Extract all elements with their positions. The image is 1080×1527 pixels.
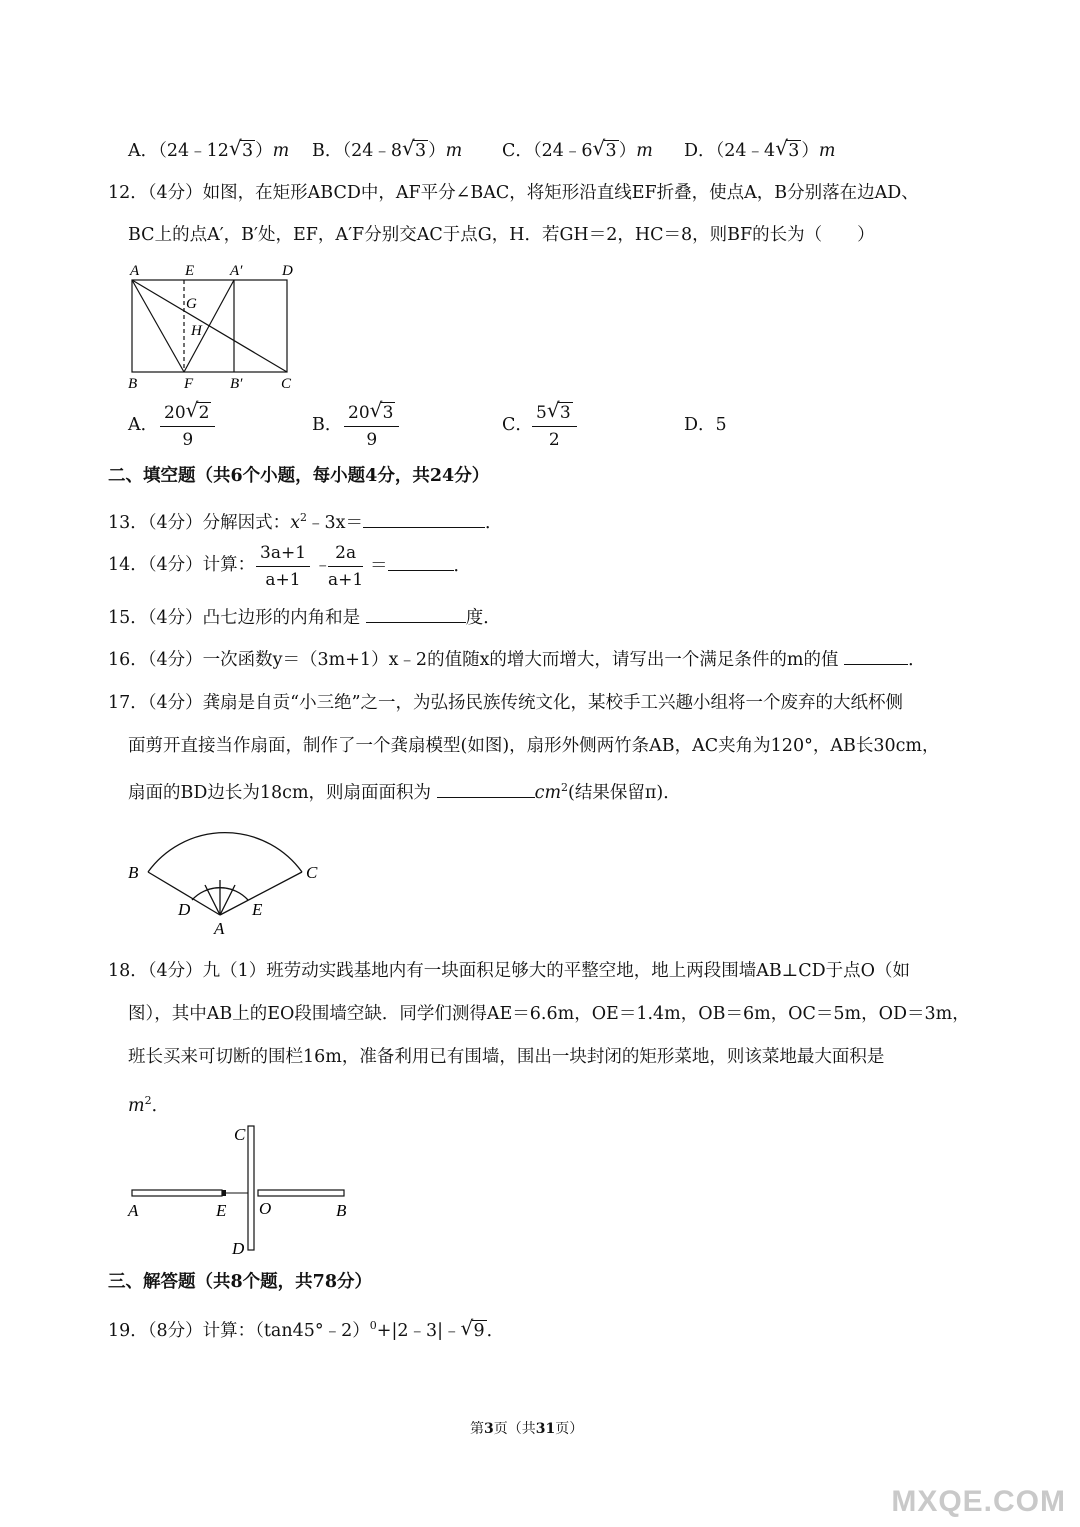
q11-option-c: C．（24﹣6 √ 3 ）m: [502, 136, 653, 161]
label-d: D: [282, 263, 293, 279]
q15: 15．（4分）凸七边形的内角和是 度．: [108, 608, 501, 628]
q14-fraction-1: $\frac{3a+1}{a+1}$: [256, 540, 310, 593]
point-e-marker: [222, 1190, 226, 1196]
q17-line-1: 17．（4分）龚扇是自贡“小三绝”之一，为弘扬民族传统文化，某校手工兴趣小组将一个废弃的大纸杯侧: [108, 693, 904, 713]
label-b-prime: B′: [230, 376, 243, 392]
q12-option-c-fraction: 5 √ 3 2: [532, 400, 577, 453]
wall-label-d: D: [232, 1239, 245, 1258]
q16-answer-blank: [844, 648, 908, 665]
fan-label-a: A: [214, 919, 225, 938]
q11-option-d: D．（24﹣4 √ 3 ）m: [684, 136, 836, 161]
q18-line-2: 图），其中AB上的EO段围墙空缺．同学们测得AE＝6.6m，OE＝1.4m，OB＝6m，OC＝5m，OD＝3m，: [128, 1004, 970, 1024]
wall-ae: [132, 1190, 222, 1196]
q18-wall-figure: [122, 1118, 362, 1258]
q17-answer-blank: [437, 781, 535, 798]
q17-fan-figure: [120, 812, 330, 940]
page-footer: 第3页（共31页）: [470, 1421, 584, 1437]
q12-option-c-label: C．: [502, 415, 533, 435]
q19: 19．（8分）计算：（tan45°﹣2）$^0$+|2﹣3|﹣ √ 9 ．: [108, 1315, 505, 1341]
label-f: F: [184, 376, 194, 392]
segment-af: [132, 280, 184, 372]
label-g: G: [186, 296, 197, 312]
q11-option-b: B．（24﹣8 √ 3 ）m: [312, 136, 463, 161]
fan-outer-arc: [148, 833, 302, 872]
section-heading-fill-in: 二、填空题（共6个小题，每小题4分，共24分）: [108, 466, 490, 486]
wall-ob: [258, 1190, 344, 1196]
q12-option-b-fraction: 20 √ 3 9: [344, 400, 399, 453]
q14-answer: ＝ ．: [370, 556, 471, 576]
wall-label-e: E: [216, 1201, 227, 1220]
label-a-prime: A′: [230, 263, 243, 279]
fan-label-d: D: [178, 900, 191, 919]
label-h: H: [191, 323, 202, 339]
section-heading-solutions: 三、解答题（共8个题，共78分）: [108, 1272, 373, 1292]
wall-cd: [248, 1126, 254, 1250]
q14-answer-blank: [388, 554, 454, 571]
label-e: E: [185, 263, 195, 279]
q13: 13．（4分）分解因式：$x^2﹣3x=$ ．: [108, 511, 503, 533]
fan-label-e: E: [252, 900, 263, 919]
q13-answer-blank: [363, 511, 485, 528]
label-a: A: [130, 263, 140, 279]
q12-option-a-fraction: 20 √ 2 9: [160, 400, 215, 453]
label-c: C: [281, 376, 292, 392]
q18-line-4: $m^2$．: [128, 1094, 170, 1116]
q12-line-2: BC上的点A′，B′处，EF，A′F分别交AC于点G，H．若GH＝2，HC＝8，则BF的长为（ ）: [128, 225, 875, 245]
q11-option-a: A．（24﹣12 √ 3 ）m: [128, 136, 290, 161]
q12-line-1: 12．（4分）如图，在矩形ABCD中，AF平分∠BAC，将矩形沿直线EF折叠，使点A，B分别落在边AD、: [108, 183, 919, 203]
q17-line-2: 面剪开直接当作扇面，制作了一个龚扇模型(如图)，扇形外侧两竹条AB，AC夹角为120°，AB长30cm，: [128, 736, 940, 756]
q12-option-a-label: A．: [128, 415, 159, 435]
wall-label-a: A: [128, 1201, 139, 1220]
q17-line-3: 扇面的BD边长为18cm，则扇面面积为 $cm^2$(结果保留π)．: [128, 781, 681, 803]
wall-label-c: C: [234, 1125, 246, 1144]
fan-label-c: C: [306, 863, 318, 882]
label-b: B: [128, 376, 138, 392]
q12-option-d: D．5: [684, 415, 727, 435]
q12-option-b-label: B．: [312, 415, 343, 435]
watermark: MXQE.COM: [891, 1485, 1066, 1518]
q14-fraction-2: $\frac{2a}{a+1}$: [328, 540, 363, 593]
q15-answer-blank: [366, 606, 466, 623]
q12-rectangle-figure: [122, 260, 312, 395]
q18-line-1: 18．（4分）九（1）班劳动实践基地内有一块面积足够大的平整空地，地上两段围墙AB⊥CD于点O（如: [108, 961, 911, 981]
wall-label-o: O: [259, 1199, 272, 1218]
q18-line-3: 班长买来可切断的围栏16m，准备利用已有围墙，围出一块封闭的矩形菜地，则该菜地最大面积是: [128, 1047, 885, 1067]
q14-minus: ﹣: [314, 555, 332, 575]
fan-label-b: B: [128, 863, 139, 882]
q16: 16．（4分）一次函数y＝（3m+1）x﹣2的值随x的增大而增大，请写出一个满足条件的m的值 ．: [108, 650, 926, 670]
q14-prefix: 14．（4分）计算：: [108, 555, 256, 575]
wall-label-b: B: [336, 1201, 347, 1220]
